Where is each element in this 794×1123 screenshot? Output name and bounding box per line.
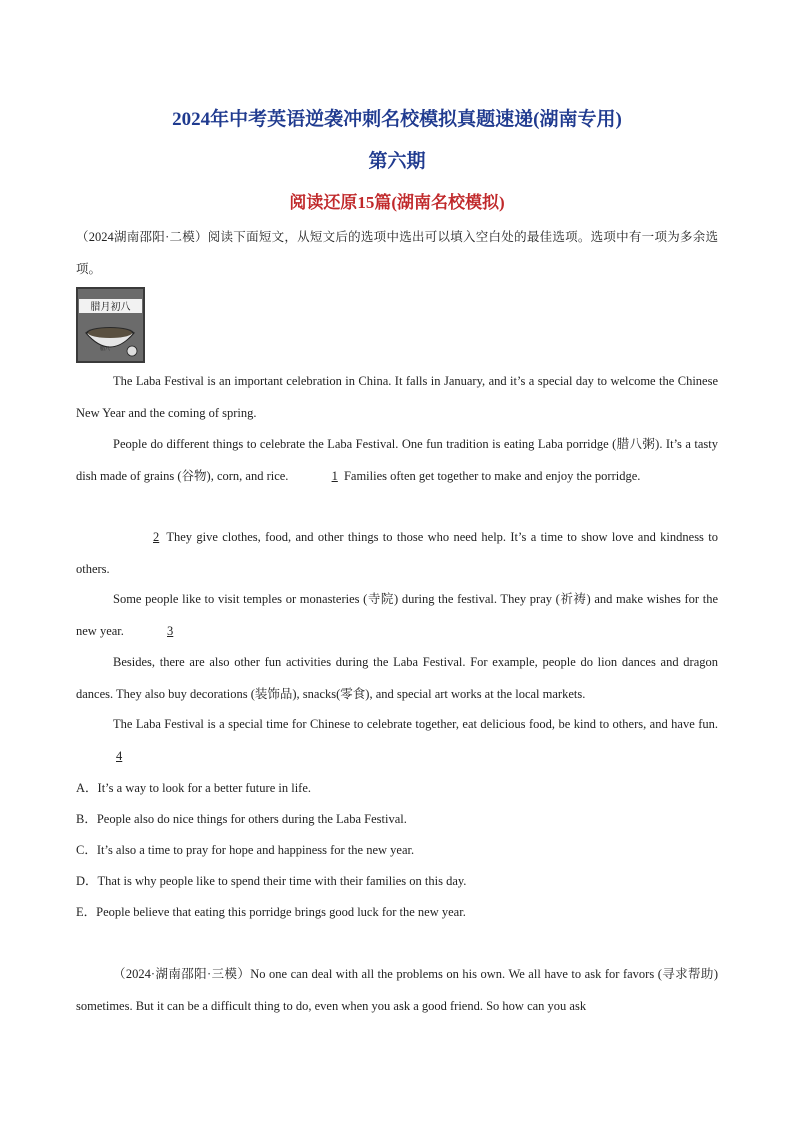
passage1-paragraph-3	[76, 522, 718, 585]
paragraph-2-text-b: Families often get together to make and enjoy the porridge.	[340, 468, 641, 483]
paragraph-6-text: The Laba Festival is a special time for Chinese to celebrate together, eat delicious food, be kind to others, and have fun.	[113, 717, 718, 731]
passage2-intro: （2024·湖南邵阳·三模）No one can deal with all the problems on his own. We all have to ask for favors (寻求帮助) sometimes. But it can be a difficult thing to do, even when you ask a good friend. So how can you ask	[76, 967, 718, 1013]
option-b: B．People also do nice things for others during the Laba Festival.	[76, 812, 407, 826]
image-heading-text: 腊月初八	[90, 302, 131, 313]
paragraph-2-text-a: People do different things to celebrate the Laba Festival. One fun tradition is eating Laba porridge (腊八粥). It’s a tasty dish made of grains (谷物), corn, and rice.	[76, 437, 718, 483]
blank-1: 1	[331, 468, 338, 483]
blank-2: 2	[153, 530, 160, 544]
image-caption-text: 腊八	[99, 346, 111, 352]
blank-4: 4	[116, 748, 123, 763]
paragraph-4-text: Some people like to visit temples or monasteries (寺院) during the festival. They pray (祈祷) and make wishes for the new year.	[76, 592, 718, 638]
option-d: D．That is why people like to spend their time with their families on this day.	[76, 874, 467, 888]
passage1-intro: （2024湖南邵阳·二模）阅读下面短文，从短文后的选项中选出可以填入空白处的最佳选项。选项中有一项为多余选项。	[76, 230, 718, 276]
paragraph-3-text: They give clothes, food, and other things to those who need help. It’s a time to show love and kindness to others.	[76, 530, 718, 576]
passage1-paragraph-5: Besides, there are also other fun activities during the Laba Festival. For example, people do lion dances and dragon dances. They also buy decorations (装饰品), snacks(零食), and special art works at the local markets.	[76, 655, 718, 701]
document-title: 2024年中考英语逆袭冲刺名校模拟真题速递(湖南专用)	[172, 109, 622, 130]
option-a: A．It’s a way to look for a better future in life.	[76, 781, 311, 795]
passage1-paragraph-1: The Laba Festival is an important celebration in China. It falls in January, and it’s a special day to welcome the Chinese New Year and the coming of spring.	[76, 374, 718, 420]
laba-porridge-illustration	[76, 287, 145, 363]
passage1-paragraph-2	[76, 429, 718, 492]
option-e: E．People believe that eating this porridge brings good luck for the new year.	[76, 905, 466, 919]
option-c: C．It’s also a time to pray for hope and happiness for the new year.	[76, 843, 415, 857]
passage1-paragraph-4	[76, 584, 718, 647]
section-title: 阅读还原15篇(湖南名校模拟)	[289, 193, 505, 212]
blank-3: 3	[167, 623, 174, 638]
issue-number: 第六期	[368, 151, 426, 172]
passage1-paragraph-6	[76, 709, 718, 772]
